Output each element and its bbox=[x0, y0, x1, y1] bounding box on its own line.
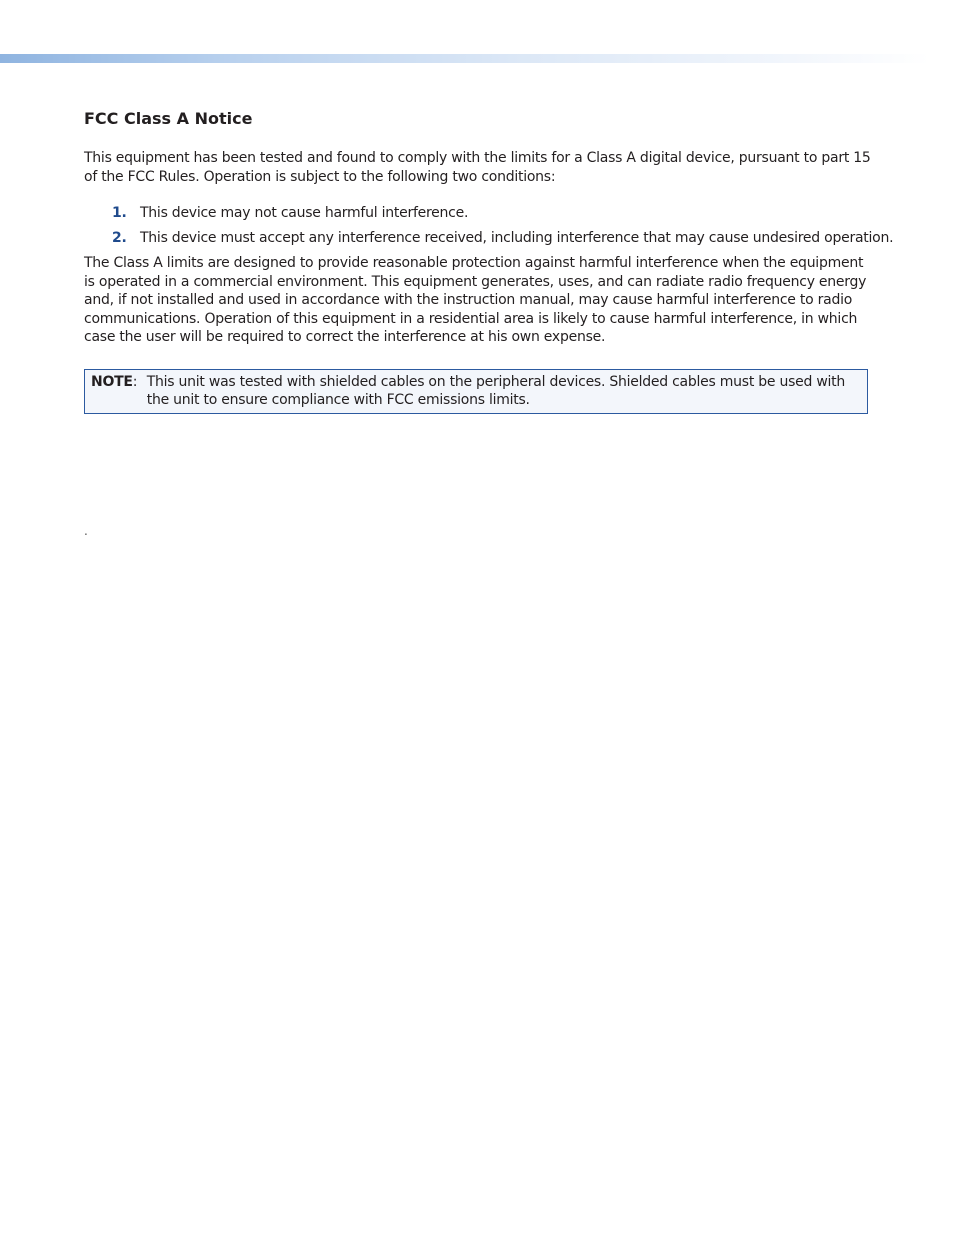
list-item-number: 2. bbox=[112, 230, 127, 246]
note-label: NOTE bbox=[91, 373, 133, 390]
list-item bbox=[84, 204, 874, 223]
intro-paragraph: This equipment has been tested and found to comply with the limits for a Class A digital device, pursuant to part 15 of the FCC Rules. Operation is subject to the following two conditions: bbox=[84, 150, 871, 185]
note-box bbox=[84, 369, 868, 414]
list-item-text: This device may not cause harmful interference. bbox=[140, 205, 469, 221]
limits-paragraph: The Class A limits are designed to provide reasonable protection against harmful interference when the equipment is operated in a commercial environment. This equipment generates, uses, and can radiate radio frequency energy and, if not installed and used in accordance with the instruction manual, may cause harmful interference to radio communications. Operation of this equipment in a residential area is likely to cause harmful interference, in which case the user will be required to correct the interference at his own expense. bbox=[84, 255, 867, 345]
list-item-text: This device must accept any interference received, including interference that may cause undesired operation. bbox=[140, 230, 894, 246]
conditions-list bbox=[84, 204, 894, 248]
note-colon: : bbox=[132, 373, 138, 390]
section-heading: FCC Class A Notice bbox=[84, 109, 253, 128]
note-text: This unit was tested with shielded cables on the peripheral devices. Shielded cables must be used with the unit to ensure compliance with FCC emissions limits. bbox=[146, 373, 846, 408]
fcc-notice-section bbox=[84, 108, 894, 414]
list-item-number: 1. bbox=[112, 205, 127, 221]
stray-mark: . bbox=[84, 524, 88, 538]
header-gradient-bar bbox=[0, 54, 930, 63]
list-item bbox=[84, 229, 894, 248]
